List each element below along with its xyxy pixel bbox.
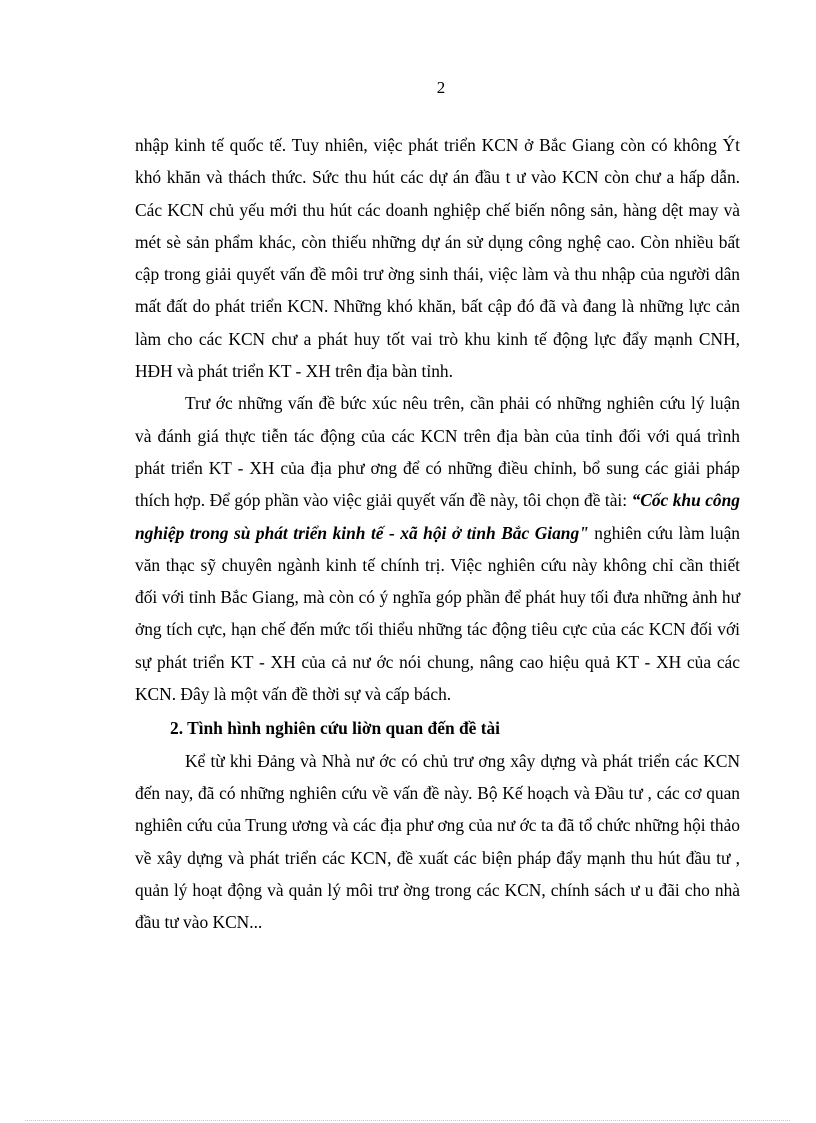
- paragraph-topic-rationale: [135, 387, 740, 710]
- paragraph-intro-continuation: nhập kinh tế quốc tế. Tuy nhiên, việc phát triển KCN ở Bắc Giang còn có không Ýt khó khăn và thách thức. Sức thu hút các dự án đầu t ư vào KCN còn chư a hấp dẫn. Các KCN chủ yếu mới thu hút các doanh nghiệp chế biến nông sản, hàng dệt may và mét sè sản phẩm khác, còn thiếu những dự án sử dụng công nghệ cao. Còn nhiều bất cập trong giải quyết vấn đề môi trư ờng sinh thái, việc làm và thu nhập của người dân mất đất do phát triển KCN. Những khó khăn, bất cập đó đã và đang là những lực cản làm cho các KCN chư a phát huy tốt vai trò khu kinh tế động lực đẩy mạnh CNH, HĐH và phát triển KT - XH trên địa bàn tỉnh.: [135, 135, 740, 382]
- paragraph-text-before-title: Trư ớc những vấn đề bức xúc nêu trên, cần phải có những nghiên cứu lý luận và đánh giá thực tiễn tác động của các KCN trên địa bàn của tỉnh đối với quá trình phát triển KT - XH của địa phư ơng để có những điều chỉnh, bổ sung các giải pháp thích hợp. Để góp phần vào việc giải quyết vấn đề này, tôi chọn đề tài:: [135, 393, 740, 511]
- footer-divider: [25, 1120, 790, 1121]
- page-number: 2: [436, 78, 446, 97]
- section-heading: 2. Tình hình nghiên cứu liờn quan đến đề tài: [170, 718, 501, 739]
- paragraph-text-after-title: nghiên cứu làm luận văn thạc sỹ chuyên ngành kinh tế chính trị. Việc nghiên cứu này không chỉ cần thiết đối với tỉnh Bắc Giang, mà còn có ý nghĩa góp phần để phát huy tối đưa những ảnh hư ởng tích cực, hạn chế đến mức tối thiểu những tác động tiêu cực của các KCN đối với sự phát triển KT - XH của cả nư ớc nói chung, nâng cao hiệu quả KT - XH của các KCN. Đây là một vấn đề thời sự và cấp bách.: [135, 522, 740, 705]
- document-body: [135, 129, 740, 938]
- thesis-title: “Cốc khu công nghiệp trong sù phát triển kinh tế - xã hội ở tỉnh Bắc Giang": [135, 490, 740, 543]
- paragraph-research-overview: Kể từ khi Đảng và Nhà nư ớc có chủ trư ơng xây dựng và phát triển các KCN đến nay, đã có những nghiên cứu về vấn đề này. Bộ Kế hoạch và Đầu tư , các cơ quan nghiên cứu của Trung ương và các địa phư ơng của nư ớc ta đã tổ chức những hội thảo về xây dựng và phát triển các KCN, đề xuất các biện pháp đẩy mạnh thu hút đầu tư , quản lý hoạt động và quản lý môi trư ờng trong các KCN, chính sách ư u đãi cho nhà đầu tư vào KCN...: [135, 750, 740, 933]
